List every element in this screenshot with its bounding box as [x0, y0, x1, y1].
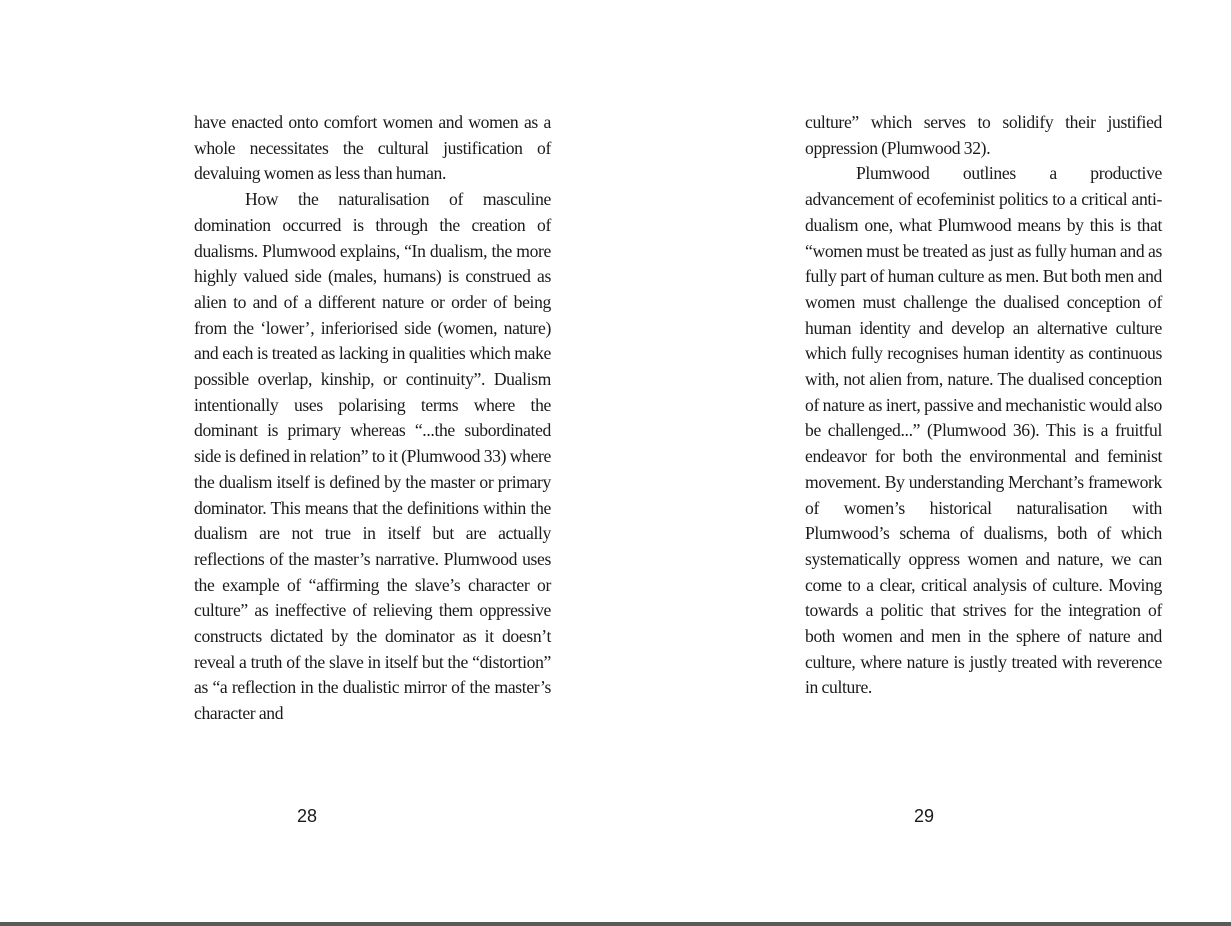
- left-paragraph-1: have enacted onto comfort women and women as a whole necessitates the cultural justification of devaluing women as less than human.: [194, 112, 551, 184]
- right-paragraph-2: Plumwood outlines a productive advancement of ecofeminist politics to a critical anti-dualism one, what Plumwood means by this is that “women must be treated as just as fully human and as fully part of human culture as men. But both men and women must challenge the dualised conception of human identity and develop an alternative culture which fully recognises human identity as continuous with, not alien from, nature. The dualised conception of nature as inert, passive and mechanistic would also be challenged...” (Plumwood 36). This is a fruitful endeavor for both the environmental and feminist movement. By understanding Merchant’s framework of women’s historical naturalisation with Plumwood’s schema of dualisms, both of which systematically oppress women and nature, we can come to a clear, critical analysis of culture. Moving towards a politic that strives for the integration of both women and men in the sphere of nature and culture, where nature is justly treated with reverence in culture.: [805, 163, 1162, 698]
- left-page: [194, 110, 551, 727]
- right-paragraph-1: culture” which serves to solidify their justified oppression (Plumwood 32).: [805, 112, 1162, 158]
- bottom-divider: [0, 922, 1231, 926]
- right-page: [805, 110, 1162, 701]
- left-paragraph-2: How the naturalisation of masculine domination occurred is through the creation of dualisms. Plumwood explains, “In dualism, the more highly valued side (males, humans) is construed as alien to and of a different nature or order of being from the ‘lower’, inferiorised side (women, nature) and each is treated as lacking in qualities which make possible overlap, kinship, or continuity”. Dualism intentionally uses polarising terms where the dominant is primary whereas “...the subordinated side is defined in relation” to it (Plumwood 33) where the dualism itself is defined by the master or primary dominator. This means that the definitions within the dualism are not true in itself but are actually reflections of the master’s narrative. Plumwood uses the example of “affirming the slave’s character or culture” as ineffective of relieving them oppressive constructs dictated by the dominator as it doesn’t reveal a truth of the slave in itself but the “distortion” as “a reflection in the dualistic mirror of the master’s character and: [194, 189, 551, 724]
- right-page-number: 29: [913, 806, 935, 826]
- left-page-number: 28: [296, 806, 318, 826]
